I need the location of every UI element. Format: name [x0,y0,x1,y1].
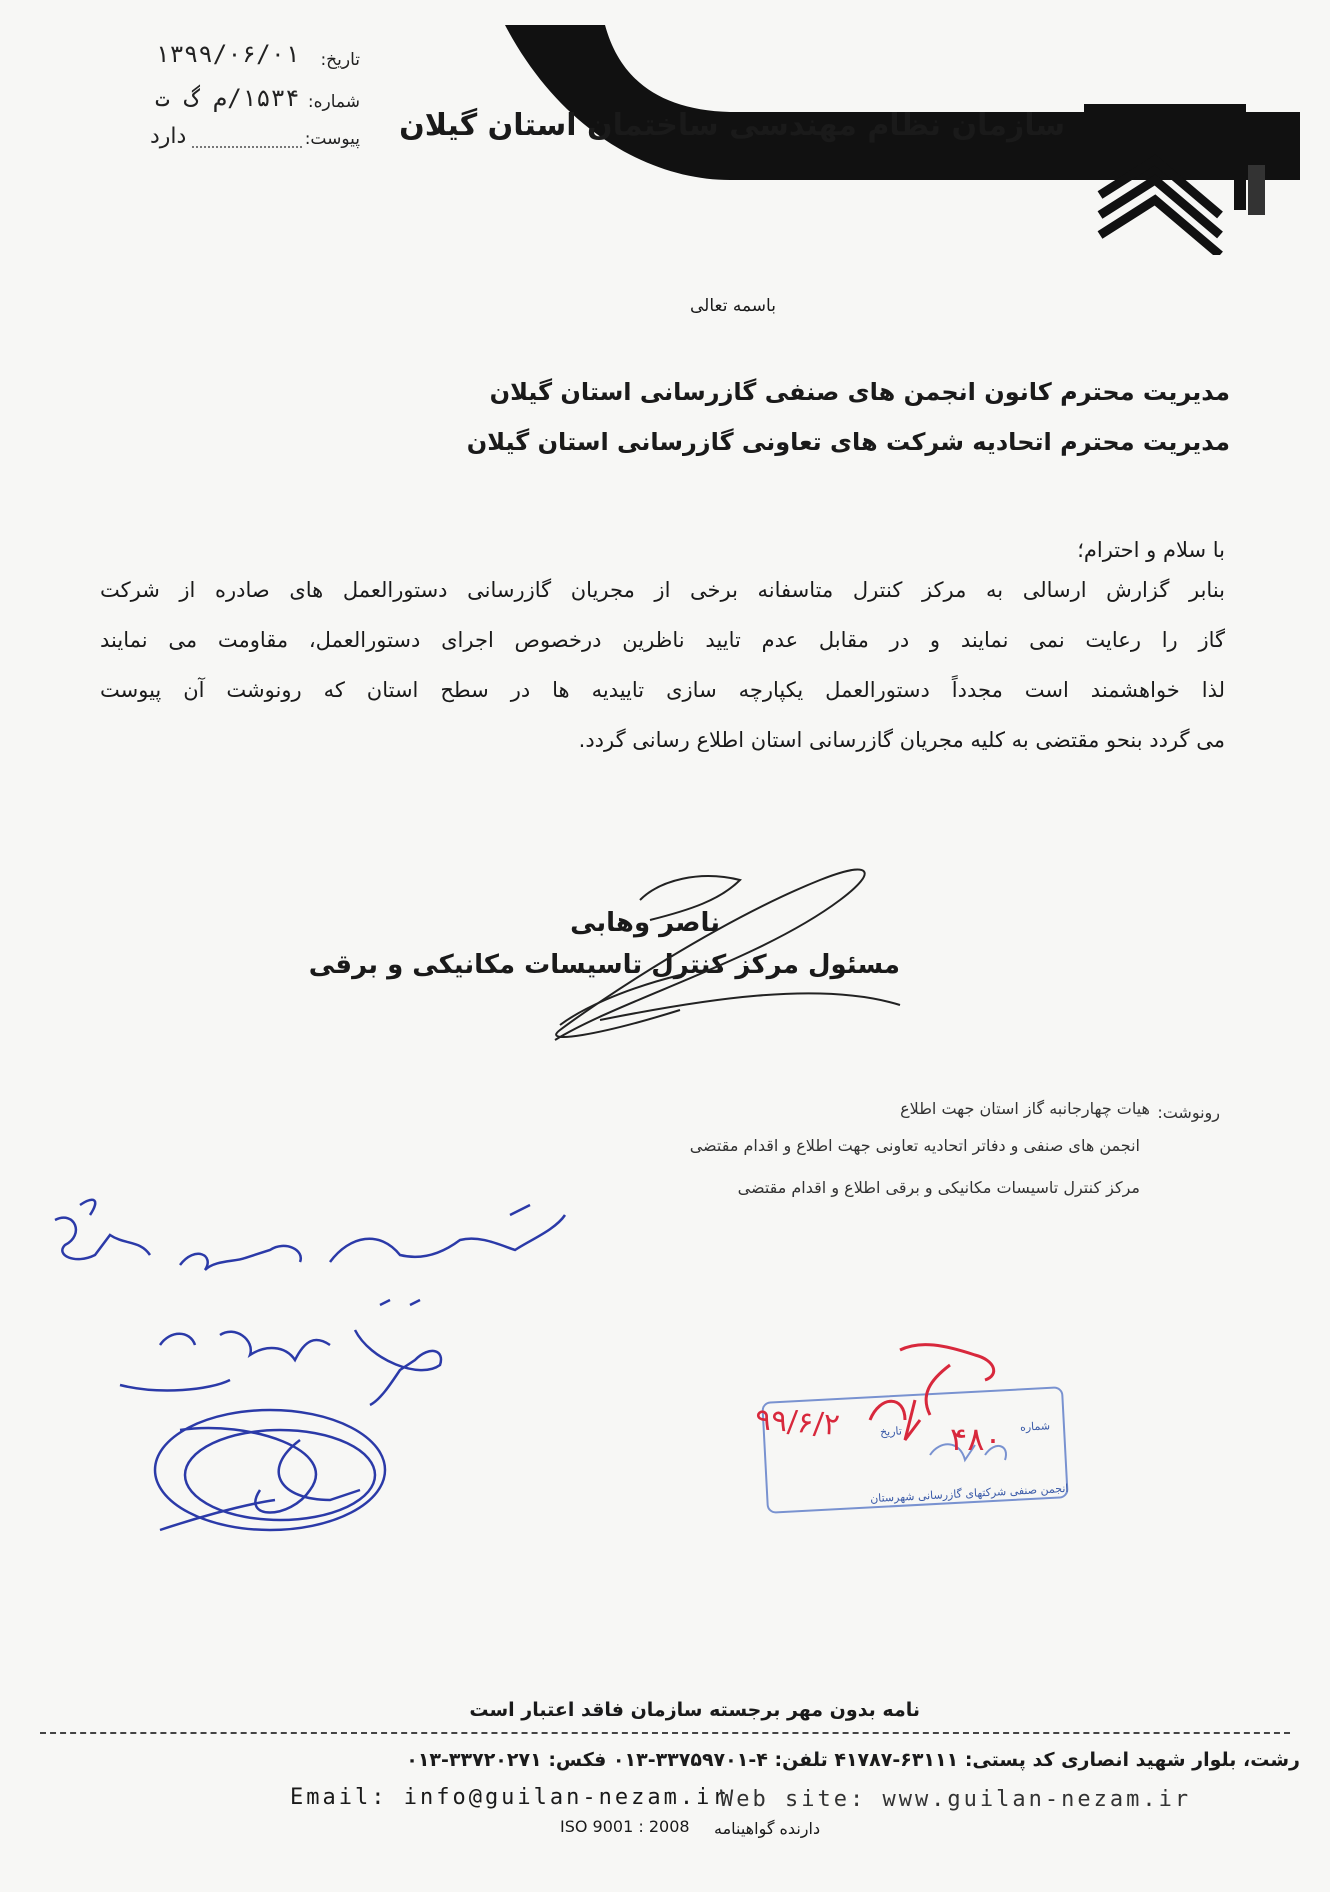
signer-name: ناصر وهابی [570,908,720,938]
body-line-1: بنابر گزارش ارسالی به مرکز کنترل متاسفانه برخی از مجریان گازرسانی دستورالعمل های صادره از شرکت [100,578,1225,602]
date-value: ۱۳۹۹/۰۶/۰۱ [155,40,300,68]
greeting: با سلام و احترام؛ [1077,538,1225,562]
recipient-line-1: مدیریت محترم کانون انجمن های صنفی گازرسانی استان گیلان [489,378,1230,406]
signer-title: مسئول مرکز کنترل تاسیسات مکانیکی و برقی [308,950,900,980]
organization-name: سازمان نظام مهندسی ساختمان استان گیلان [399,108,1065,143]
attachment-label: پیوست: [304,129,360,149]
blue-handwritten-note [55,1200,565,1405]
footer-iso: ISO 9001 : 2008 [560,1817,690,1836]
stamp-date-label: تاریخ [879,1424,903,1439]
footer-email: Email: info@guilan-nezam.ir [290,1785,729,1810]
cc-label: رونوشت: [1157,1103,1220,1122]
attachment-dotted-line [192,145,302,148]
organization-logo [1080,100,1265,255]
body-line-3: لذا خواهشمند است مجدداً دستورالعمل یکپارچه سازی تاییدیه ها در سطح استان که رونوشت آن پیوست [100,678,1225,702]
cc-line-2: انجمن های صنفی و دفاتر اتحادیه تعاونی جهت اطلاع و اقدام مقتضی [689,1136,1140,1155]
blue-signature [155,1410,385,1530]
stamp-number-label: شماره [1019,1419,1051,1434]
date-label: تاریخ: [320,50,360,70]
recipient-line-2: مدیریت محترم اتحادیه شرکت های تعاونی گازرسانی استان گیلان [466,428,1230,456]
body-line-2: گاز را رعایت نمی نمایند و در مقابل عدم تایید ناظرین درخصوص اجرای دستورالعمل، مقاومت می نمایند [100,628,1225,652]
number-label: شماره: [307,92,360,112]
footer-divider-top [40,1732,1290,1734]
number-value: ۱۵۳۴/م گ ت [155,84,300,112]
receipt-number: ۴۸۰ [950,1420,1002,1458]
attachment-value: دارد [150,124,187,149]
cc-line-1: هیات چهارجانبه گاز استان جهت اطلاع [900,1099,1150,1118]
cc-line-3: مرکز کنترل تاسیسات مکانیکی و برقی اطلاع و اقدام مقتضی [737,1178,1140,1197]
footer-certificate-label: دارنده گواهینامه [714,1819,821,1838]
footer-website: Web site: www.guilan-nezam.ir [720,1787,1192,1812]
stamp-organization: انجمن صنفی شرکتهای گازرسانی شهرستان [869,1481,1069,1506]
footer-validity-note: نامه بدون مهر برجسته سازمان فاقد اعتبار است [469,1699,920,1721]
salutation: باسمه تعالی [690,296,776,316]
receipt-date: ۹۹/۶/۲ [753,1402,841,1443]
footer-address: رشت، بلوار شهید انصاری کد پستی: ۶۳۱۱۱-۴۱۷۸۷ تلفن: ۴-۳۳۷۵۹۷۰۱-۰۱۳ فکس: ۳۳۷۲۰۲۷۱-۰۱۳ [406,1749,1300,1771]
body-line-4: می گردد بنحو مقتضی به کلیه مجریان گازرسانی استان اطلاع رسانی گردد. [578,728,1225,752]
